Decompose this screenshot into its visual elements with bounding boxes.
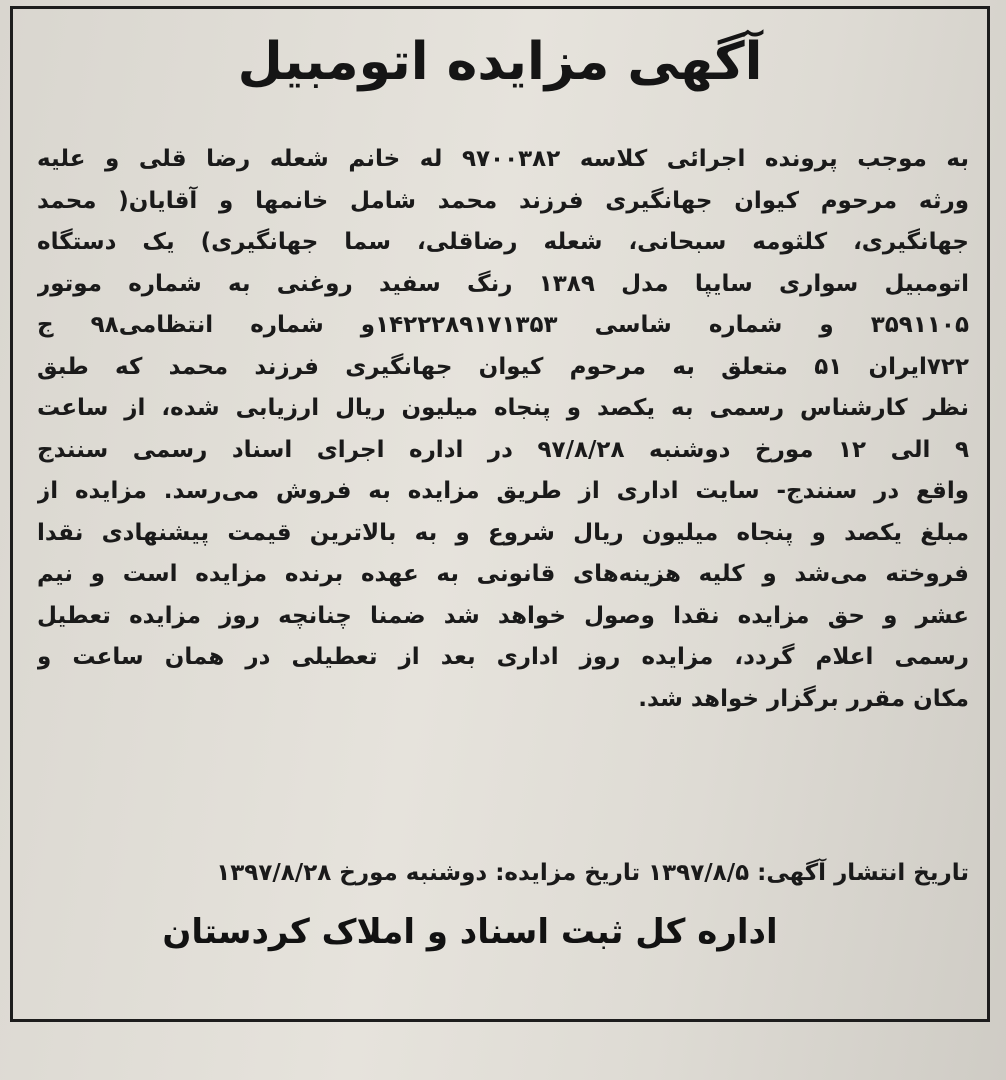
notice-line: فروخته می‌شد و کلیه هزینه‌های قانونی به عهده برنده مزایده است و نیم bbox=[37, 561, 969, 587]
notice-line: ۳۵۹۱۱۰۵ و شماره شاسی ۱۴۲۲۲۸۹۱۷۱۳۵۳و شماره انتظامی۹۸ ج bbox=[37, 312, 969, 338]
notice-line: نظر کارشناس رسمی به یکصد و پنجاه میلیون ریال ارزیابی شده، از ساعت bbox=[37, 395, 969, 421]
notice-body bbox=[37, 139, 969, 720]
notice-line: به موجب پرونده اجرائی کلاسه ۹۷۰۰۳۸۲ له خانم شعله رضا قلی و علیه bbox=[37, 146, 969, 172]
notice-line: ۹ الی ۱۲ مورخ دوشنبه ۹۷/۸/۲۸ در اداره اجرای اسناد رسمی سنندج bbox=[37, 436, 969, 463]
notice-line: عشر و حق مزایده نقدا وصول خواهد شد ضمنا چنانچه روز مزایده تعطیل bbox=[37, 602, 969, 629]
notice-line: ۷۲۲ایران ۵۱ متعلق به مرحوم کیوان جهانگیری فرزند محمد که طبق bbox=[37, 353, 969, 380]
notice-line: مکان مقرر برگزار خواهد شد. bbox=[638, 685, 969, 712]
notice-line: ورثه مرحوم کیوان جهانگیری فرزند محمد شامل خانمها و آقایان( محمد bbox=[37, 187, 969, 214]
auction-notice-box bbox=[10, 6, 990, 1022]
notice-line: رسمی اعلام گردد، مزایده روز اداری بعد از تعطیلی در همان ساعت و bbox=[37, 644, 969, 670]
notice-title: آگهی مزایده اتومبیل bbox=[237, 32, 763, 92]
notice-line: مبلغ یکصد و پنجاه میلیون ریال شروع و به بالاترین قیمت پیشنهادی نقدا bbox=[37, 519, 969, 546]
notice-line: جهانگیری، کلثومه سبحانی، شعله رضاقلی، سما جهانگیری) یک دستگاه bbox=[37, 229, 969, 255]
publication-dates: تاریخ انتشار آگهی: ۱۳۹۷/۸/۵ تاریخ مزایده: دوشنبه مورخ ۱۳۹۷/۸/۲۸ bbox=[216, 860, 969, 886]
issuer-signature: اداره کل ثبت اسناد و املاک کردستان bbox=[162, 912, 778, 952]
notice-line: اتومبیل سواری سایپا مدل ۱۳۸۹ رنگ سفید روغنی به شماره موتور bbox=[37, 270, 969, 297]
notice-line: واقع در سنندج- سایت اداری از طریق مزایده به فروش می‌رسد. مزایده از bbox=[37, 478, 969, 504]
